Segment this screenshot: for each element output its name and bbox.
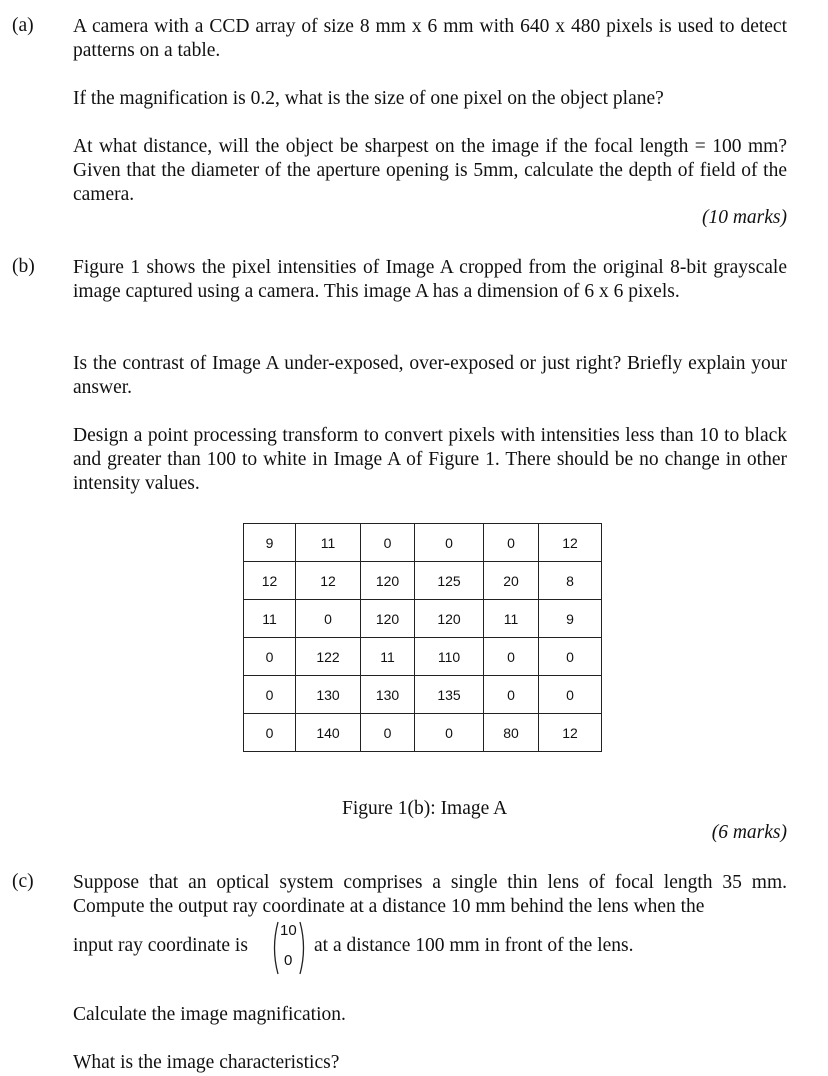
table-cell: 0 xyxy=(484,676,539,714)
part-b-marks: (6 marks) xyxy=(711,822,787,843)
table-cell: 120 xyxy=(361,562,415,600)
part-b-label: (b) xyxy=(12,256,35,277)
table-cell: 12 xyxy=(296,562,361,600)
table-cell: 0 xyxy=(361,524,415,562)
table-cell: 12 xyxy=(244,562,296,600)
table-cell: 130 xyxy=(296,676,361,714)
part-a-label: (a) xyxy=(12,15,34,36)
table-row xyxy=(244,600,602,638)
table-cell: 0 xyxy=(244,714,296,752)
table-cell: 0 xyxy=(539,638,602,676)
table-row xyxy=(244,676,602,714)
figure-caption: Figure 1(b): Image A xyxy=(342,798,508,819)
table-row xyxy=(244,638,602,676)
table-row xyxy=(244,714,602,752)
part-a-intro: A camera with a CCD array of size 8 mm x 6 mm with 640 x 480 pixels is used to detect patterns on a table. xyxy=(73,16,787,61)
image-a-pixel-table xyxy=(243,523,602,752)
table-cell: 122 xyxy=(296,638,361,676)
table-cell: 12 xyxy=(539,714,602,752)
table-cell: 0 xyxy=(415,714,484,752)
table-cell: 8 xyxy=(539,562,602,600)
table-cell: 0 xyxy=(539,676,602,714)
vector-bottom-value: 0 xyxy=(284,952,293,969)
table-cell: 120 xyxy=(415,600,484,638)
part-c-question-magnification: Calculate the image magnification. xyxy=(73,1004,346,1025)
table-cell: 130 xyxy=(361,676,415,714)
input-ray-vector xyxy=(270,920,308,976)
table-cell: 11 xyxy=(484,600,539,638)
table-cell: 11 xyxy=(361,638,415,676)
table-row xyxy=(244,524,602,562)
table-cell: 135 xyxy=(415,676,484,714)
table-cell: 0 xyxy=(296,600,361,638)
table-cell: 0 xyxy=(244,638,296,676)
part-a-question-pixel-size: If the magnification is 0.2, what is the size of one pixel on the object plane? xyxy=(73,88,664,109)
part-a-question-depth-of-field: At what distance, will the object be sharpest on the image if the focal length = 100 mm? Given that the diameter of the aperture opening is 5mm, calculate the depth of field of the camera. xyxy=(73,136,787,205)
part-a-marks: (10 marks) xyxy=(701,207,787,228)
part-c-question-characteristics: What is the image characteristics? xyxy=(73,1052,340,1073)
part-b-question-transform: Design a point processing transform to convert pixels with intensities less than 10 to black and greater than 100 to white in Image A of Figure 1. There should be no change in other intensity values. xyxy=(73,425,787,494)
table-cell: 80 xyxy=(484,714,539,752)
part-c-intro: Suppose that an optical system comprises a single thin lens of focal length 35 mm. Compute the output ray coordinate at a distance 10 mm behind the lens when the xyxy=(73,872,787,917)
table-cell: 110 xyxy=(415,638,484,676)
part-c-input-suffix: at a distance 100 mm in front of the lens. xyxy=(314,935,634,956)
table-cell: 125 xyxy=(415,562,484,600)
table-cell: 12 xyxy=(539,524,602,562)
table-cell: 0 xyxy=(484,524,539,562)
vector-top-value: 10 xyxy=(280,922,297,939)
table-cell: 11 xyxy=(296,524,361,562)
table-cell: 11 xyxy=(244,600,296,638)
table-cell: 0 xyxy=(484,638,539,676)
part-c-input-prefix: input ray coordinate is xyxy=(73,935,248,956)
table-cell: 9 xyxy=(244,524,296,562)
table-cell: 20 xyxy=(484,562,539,600)
table-cell: 0 xyxy=(244,676,296,714)
part-c-label: (c) xyxy=(12,871,34,892)
table-cell: 9 xyxy=(539,600,602,638)
table-cell: 0 xyxy=(361,714,415,752)
part-b-intro: Figure 1 shows the pixel intensities of Image A cropped from the original 8-bit grayscale image captured using a camera. This image A has a dimension of 6 x 6 pixels. xyxy=(73,257,787,302)
part-b-question-contrast: Is the contrast of Image A under-exposed, over-exposed or just right? Briefly explain your answer. xyxy=(73,353,787,398)
table-row xyxy=(244,562,602,600)
table-cell: 140 xyxy=(296,714,361,752)
table-cell: 0 xyxy=(415,524,484,562)
table-cell: 120 xyxy=(361,600,415,638)
